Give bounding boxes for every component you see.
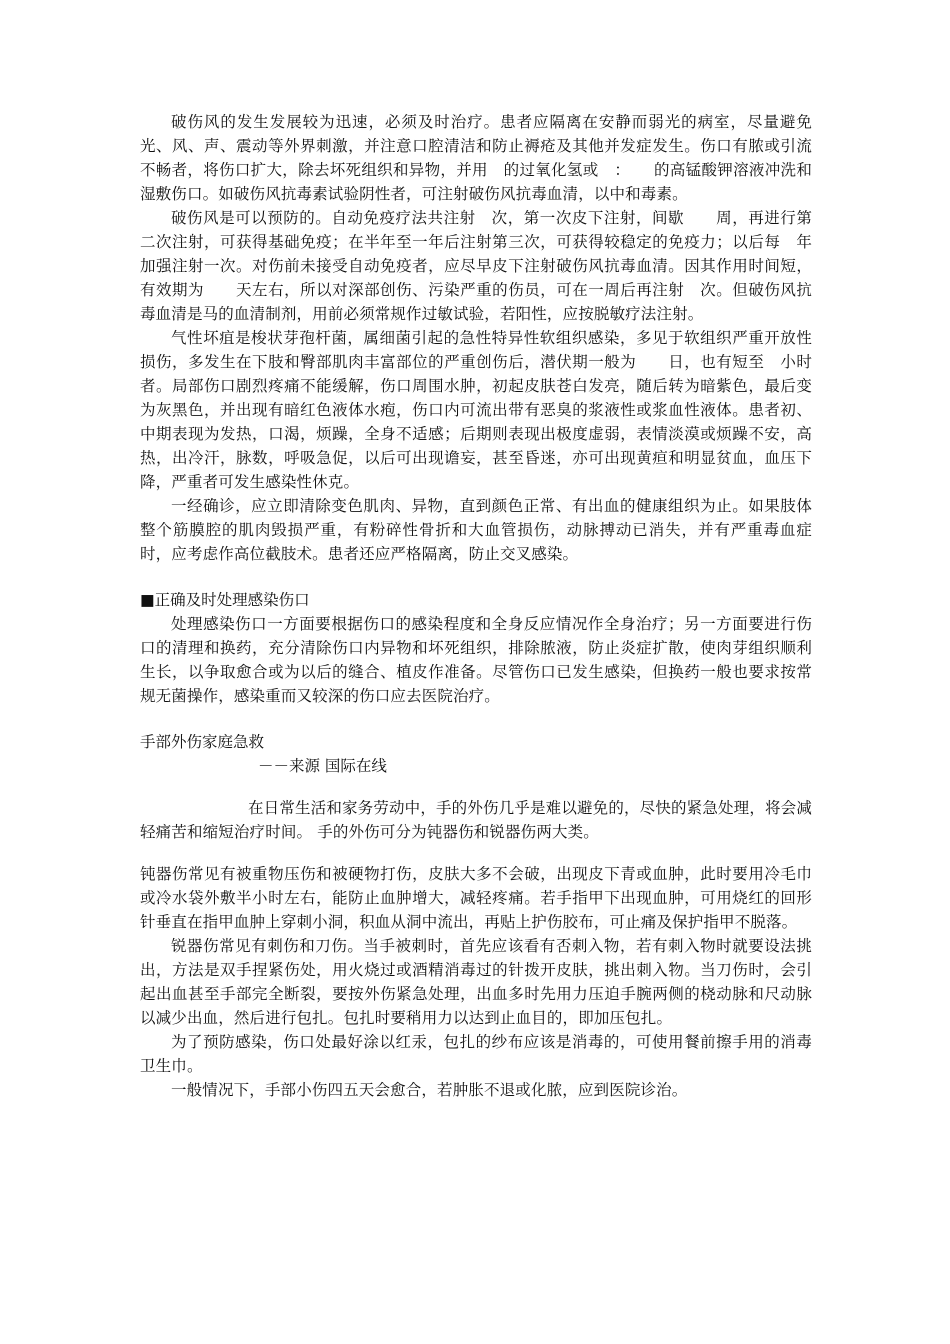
paragraph-gas-gangrene-treatment: 一经确诊，应立即清除变色肌肉、异物，直到颜色正常、有出血的健康组织为止。如果肢体整个筋膜腔的肌肉毁损严重，有粉碎性骨折和大血管损伤，动脉搏动已消失，并有严重毒血症时，应考虑作高位截肢术。患者还应严格隔离，防止交叉感染。: [140, 497, 812, 563]
paragraph-tetanus-treatment: 破伤风的发生发展较为迅速，必须及时治疗。患者应隔离在安静而弱光的病室，尽量避免光、风、声、震动等外界刺激，并注意口腔清洁和防止褥疮及其他并发症发生。伤口有脓或引流不畅者，将伤口扩大，除去坏死组织和异物，并用 的过氧化氢或 ： 的高锰酸钾溶液冲洗和湿敷伤口。如破伤风抗毒素试验阴性者，可注射破伤风抗毒血清，以中和毒素。: [140, 113, 812, 203]
paragraph-healing: 一般情况下，手部小伤四五天会愈合，若肿胀不退或化脓，应到医院诊治。: [171, 1081, 688, 1099]
paragraph-gas-gangrene: 气性坏疽是梭状芽孢杆菌，属细菌引起的急性特异性软组织感染，多见于软组织严重开放性损伤，多发生在下肢和臀部肌肉丰富部位的严重创伤后，潜伏期一般为 日，也有短至 小时者。局部伤口剧烈疼痛不能缓解，伤口周围水肿，初起皮肤苍白发亮，随后转为暗紫色，最后变为灰黑色，并出现有暗红色液体水疱，伤口内可流出带有恶臭的浆液性或浆血性液体。患者初、中期表现为发热，口渴，烦躁，全身不适感；后期则表现出极度虚弱，表情淡漠或烦躁不安，高热，出冷汗，脉数，呼吸急促，以后可出现谵妄，甚至昏迷，亦可出现黄疸和明显贫血，血压下降，严重者可发生感染性休克。: [140, 329, 812, 491]
spacer: [140, 566, 812, 588]
spacer: [140, 708, 812, 730]
paragraph-infected-wounds: 处理感染伤口一方面要根据伤口的感染程度和全身反应情况作全身治疗；另一方面要进行伤口的清理和换药，充分清除伤口内异物和坏死组织，排除脓液，防止炎症扩散，使肉芽组织顺利生长，以争取愈合或为以后的缝合、植皮作准备。尽管伤口已发生感染，但换药一般也要求按常规无菌操作，感染重而又较深的伤口应去医院治疗。: [140, 615, 812, 705]
paragraph-hand-injury-intro: 在日常生活和家务劳动中，手的外伤几乎是难以避免的，尽快的紧急处理，将会减轻痛苦和缩短治疗时间。 手的外伤可分为钝器伤和锐器伤两大类。: [140, 799, 812, 841]
section-heading-infected-wounds: ■正确及时处理感染伤口: [140, 591, 310, 609]
spacer: [140, 778, 812, 796]
paragraph-sharp-injury: 锐器伤常见有刺伤和刀伤。当手被刺时，首先应该看有否刺入物，若有刺入物时就要设法挑出，方法是双手捏紧伤处，用火烧过或酒精消毒过的针拨开皮肤，挑出刺入物。当刀伤时，会引起出血甚至手部完全断裂，要按外伤紧急处理，出血多时先用力压迫手腕两侧的桡动脉和尺动脉以减少出血，然后进行包扎。包扎时要稍用力以达到止血目的，即加压包扎。: [140, 937, 812, 1027]
spacer: [140, 844, 812, 862]
article-title: 手部外伤家庭急救: [140, 733, 265, 751]
paragraph-tetanus-prevention: 破伤风是可以预防的。自动免疫疗法共注射 次，第一次皮下注射，间歇 周，再进行第二次注射，可获得基础免疫；在半年至一年后注射第三次，可获得较稳定的免疫力；以后每 年加强注射一次。对伤前未接受自动免疫者，应尽早皮下注射破伤风抗毒血清。因其作用时间短，有效期为 天左右，所以对深部创伤、污染严重的伤员，可在一周后再注射 次。但破伤风抗毒血清是马的血清制剂，用前必须常规作过敏试验，若阳性，应按脱敏疗法注射。: [140, 209, 812, 323]
paragraph-infection-prevention: 为了预防感染，伤口处最好涂以红汞，包扎的纱布应该是消毒的，可使用餐前擦手用的消毒卫生巾。: [140, 1033, 812, 1075]
paragraph-blunt-injury: 钝器伤常见有被重物压伤和被硬物打伤，皮肤大多不会破，出现皮下青或血肿，此时要用冷毛巾或冷水袋外敷半小时左右，能防止血肿增大，减轻疼痛。若手指甲下出现血肿，可用烧红的回形针垂直在指甲血肿上穿刺小洞，积血从洞中流出，再贴上护伤胶布，可止痛及保护指甲不脱落。: [140, 865, 812, 931]
article-source: －－来源 国际在线: [258, 757, 387, 775]
